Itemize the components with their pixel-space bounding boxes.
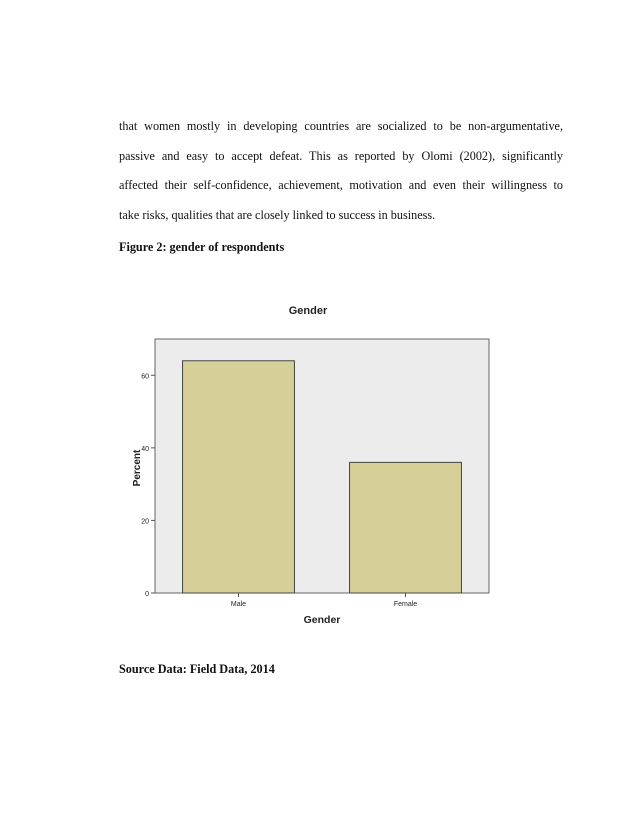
- y-axis-label: Percent: [132, 449, 143, 487]
- bar-female: [350, 462, 462, 593]
- y-tick-label: 20: [141, 518, 149, 526]
- x-axis-ticks: [231, 593, 417, 608]
- x-tick-label: Female: [393, 601, 418, 608]
- chart-title: Gender: [288, 305, 328, 317]
- x-tick-label: Male: [230, 601, 247, 608]
- x-axis-label: Gender: [303, 614, 341, 626]
- y-tick-label: 40: [141, 445, 149, 453]
- y-tick-label: 0: [145, 591, 149, 598]
- paragraph-line: affected their self-confidence, achievement, motivation and even their willingness to: [119, 178, 563, 192]
- chart-svg: [100, 295, 520, 635]
- paragraph-line: that women mostly in developing countries are socialized to be non-argumentative,: [119, 119, 563, 133]
- source-note: Source Data: Field Data, 2014: [119, 662, 275, 676]
- body-paragraph: [119, 112, 563, 230]
- paragraph-line: take risks, qualities that are closely linked to success in business.: [119, 207, 436, 222]
- bar-male: [183, 361, 295, 593]
- y-axis-ticks: [141, 373, 155, 598]
- figure-caption: Figure 2: gender of respondents: [119, 240, 285, 254]
- gender-bar-chart: [100, 295, 520, 635]
- paragraph-line: passive and easy to accept defeat. This as reported by Olomi (2002), significantly: [119, 148, 563, 163]
- y-tick-label: 60: [141, 373, 149, 381]
